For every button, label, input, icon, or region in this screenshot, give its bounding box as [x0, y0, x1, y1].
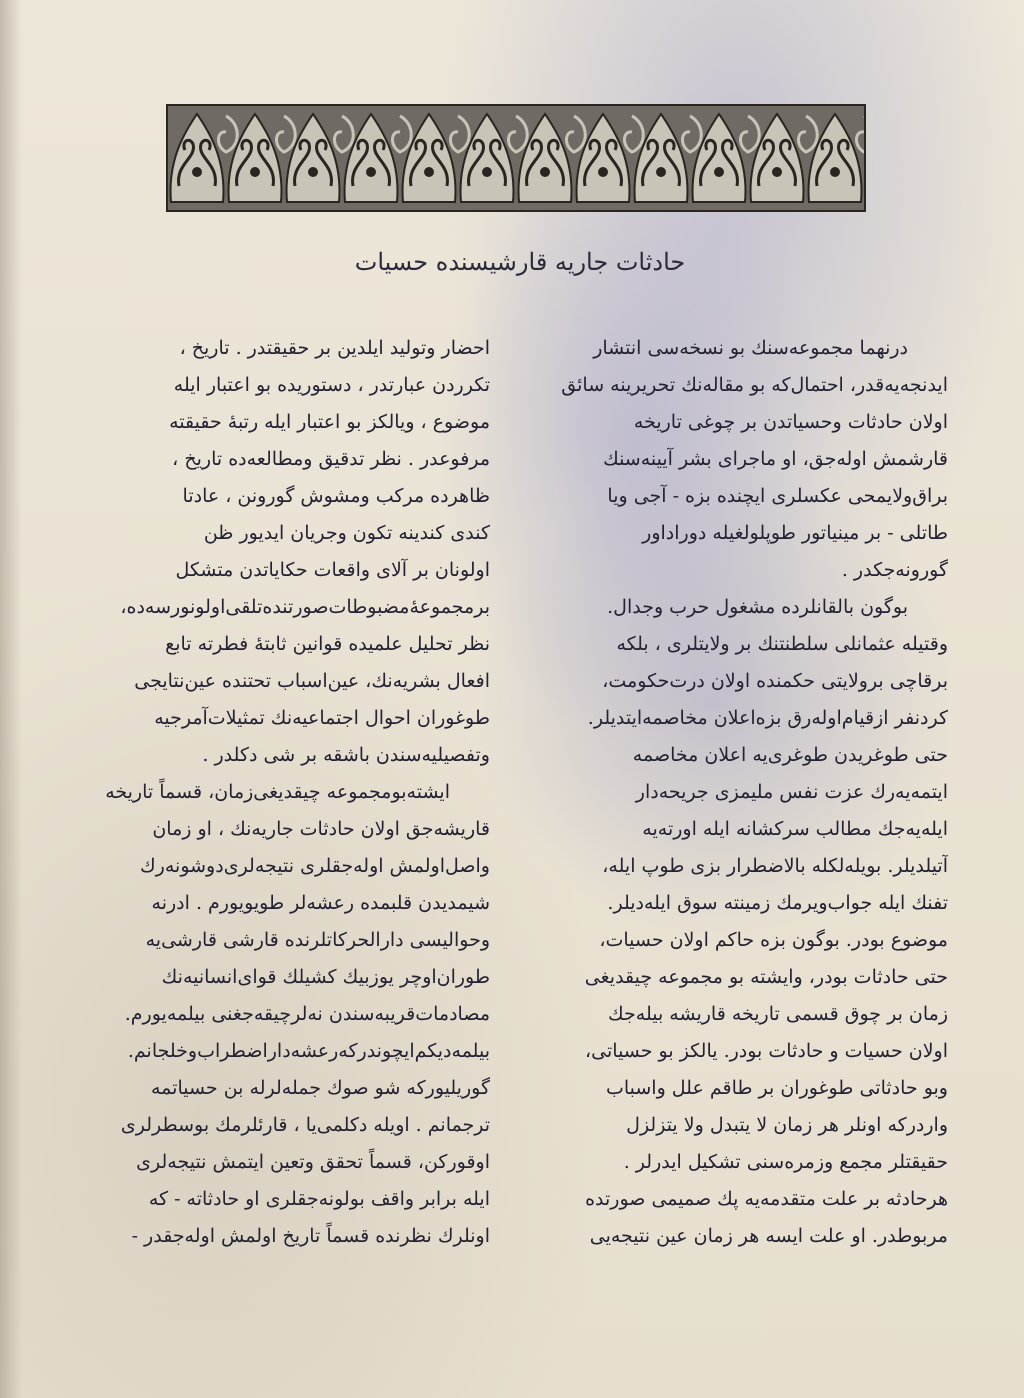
text-line: اوقورکن، قسماً تحقق وتعین ایتمش نتیجه‌لری	[136, 1151, 490, 1173]
text-line: کندی کندینه تکون وجریان ایدیور ظن	[203, 522, 490, 544]
text-line: برمجموعهٔ‌مضبوطات‌صورتنده‌تلقی‌اولونورسه‌ده،	[120, 596, 490, 618]
text-line: اونلرك نظرنده قسماً تاریخ اولمش اوله‌جقدر -	[131, 1225, 490, 1247]
text-line: طاتلی - بر مینیاتور طوپلولغیله دوراداور	[642, 522, 948, 544]
text-line: گورونه‌جکدر .	[841, 559, 948, 581]
text-line: حتی طوغریدن طوغری‌یه اعلان مخاصمه	[632, 744, 948, 766]
text-line: اولونان بر آلای واقعات حکایاتدن متشکل	[175, 559, 490, 581]
text-line: بیلمه‌دیکم‌ایچوندرکه‌رعشه‌دار‌اضطراب‌وخلجانم.	[127, 1040, 490, 1062]
text-line: نظر تحلیل علمیده قوانین ثابتهٔ فطرته تابع	[165, 633, 490, 655]
text-line: تفنك ایله جواب‌ویرمك زمینته سوق ایله‌دیلر.	[607, 892, 948, 914]
text-column-right	[518, 330, 948, 1390]
text-line: ایدنجه‌یه‌قدر، احتمال‌که بو مقاله‌نك تحریرینه سائق	[561, 374, 948, 396]
text-line: ظاهرده مرکب ومشوش گورونن ، عادتا	[182, 485, 490, 507]
text-line: موضوع ، ویالکز بو اعتبار ایله رتبهٔ حقیقته	[169, 411, 490, 433]
text-line: زمان بر چوق قسمی تاریخه قاریشه بیله‌جك	[608, 1003, 948, 1025]
text-line: ترجمانم . اویله دکلمی‌یا ، قارئلرمك بوسطرلری	[120, 1114, 490, 1136]
text-line: تکرردن عبارتدر ، دستوریده بو اعتبار ایله	[173, 374, 490, 396]
text-line: هرحادثه بر علت متقدمه‌یه پك صمیمی صورتده	[585, 1188, 948, 1210]
text-line: ایشته‌بومجموعه چیقدیغی‌زمان، قسماً تاریخه	[105, 781, 450, 803]
article-title: حادثات جاریه قارشیسنده حسیات	[354, 248, 686, 276]
text-line: ایله‌یه‌جك مطالب سرکشانه ایله اورته‌یه	[642, 818, 948, 840]
text-line: ایتمه‌یه‌رك عزت نفس ملیمزی جریحه‌دار	[635, 781, 948, 803]
text-line: کردنفر ازقیام‌اوله‌رق بزه‌اعلان مخاصمه‌ایتدیلر.	[587, 707, 948, 729]
text-line: حقیقتلر مجمع وزمره‌سنی تشکیل ایدرلر .	[623, 1151, 948, 1173]
text-line: طوران‌اوچر یوزبیك کشیلك قوای‌انسانیه‌نك	[161, 966, 490, 988]
text-line: موضوع بودر. بوگون بزه حاکم اولان حسیات،	[599, 929, 948, 951]
text-line: اولان حادثات وحسیاتدن بر چوغی تاریخه	[633, 411, 948, 433]
text-line: درنهما مجموعه‌سنك بو نسخه‌سی انتشار	[593, 337, 908, 359]
text-line: گوریلیورکه شو صوك جمله‌لرله بن حسیاتمه	[151, 1077, 490, 1099]
text-line: واردرکه اونلر هر زمان لا یتبدل ولا یتزلزل	[626, 1114, 948, 1136]
text-line: ایله برابر واقف بولونه‌جقلری او حادثاته - که	[148, 1188, 490, 1210]
text-line: براق‌ولایمحی عکسلری ایچنده بزه - آجی ویا	[607, 485, 948, 507]
text-line: وقتیله عثمانلی سلطنتنك بر ولایتلری ، بلکه	[616, 633, 948, 655]
text-line: وحوالیسی دارالحرکاتلرنده قارشی قارشی‌یه	[145, 929, 490, 951]
text-line: افعال بشریه‌نك، عین‌اسباب تحتنده عین‌نتایجی	[134, 670, 490, 692]
arabesque-ornament-icon	[168, 106, 864, 210]
text-line: برقاچی برولایتی حکمنده اولان درت‌حکومت،	[602, 670, 948, 692]
text-line: وبو حادثاتی طوغوران بر طاقم علل واسباب	[605, 1077, 948, 1099]
text-line: احضار وتولید ایلدین بر حقیقتدر . تاریخ ،	[179, 337, 490, 359]
text-column-left	[60, 330, 490, 1390]
text-line: آتیلدیلر. بویله‌لکله بالاضطرار بزی طوپ ایله،	[602, 855, 948, 877]
text-line: مصادمات‌قریبه‌سندن نه‌لرچیقه‌جغنی بیلمه‌یورم.	[124, 1003, 490, 1025]
binding-shadow	[0, 0, 22, 1398]
text-line: حتی حادثات بودر، وایشته بو مجموعه چیقدیغی	[584, 966, 948, 988]
ornamental-header-band	[166, 104, 866, 212]
text-line: مربوطدر. او علت ایسه هر زمان عین نتیجه‌یی	[589, 1225, 948, 1247]
text-line: اولان حسیات و حادثات بودر. یالکز بو حسیاتی،	[585, 1040, 948, 1062]
text-line: مرفوعدر . نظر تدقیق ومطالعه‌ده تاریخ ،	[172, 448, 490, 470]
text-line: وتفصیلیه‌سندن باشقه بر شی دکلدر .	[202, 744, 490, 766]
text-line: قارشمش اوله‌جق، او ماجرای بشر آیینه‌سنك	[603, 448, 948, 470]
text-line: واصل‌اولمش اوله‌جقلری نتیجه‌لری‌دوشونه‌رك	[140, 855, 490, 877]
text-line: بوگون بالقانلرده مشغول حرب وجدال.	[607, 596, 908, 618]
text-line: قاریشه‌جق اولان حادثات جاریه‌نك ، او زمان	[152, 818, 490, 840]
text-line: شیمدیدن قلبمده رعشه‌لر طویویورم . ادرنه	[151, 892, 490, 914]
text-line: طوغوران احوال اجتماعیه‌نك تمثیلات‌آمرجیه	[154, 707, 490, 729]
